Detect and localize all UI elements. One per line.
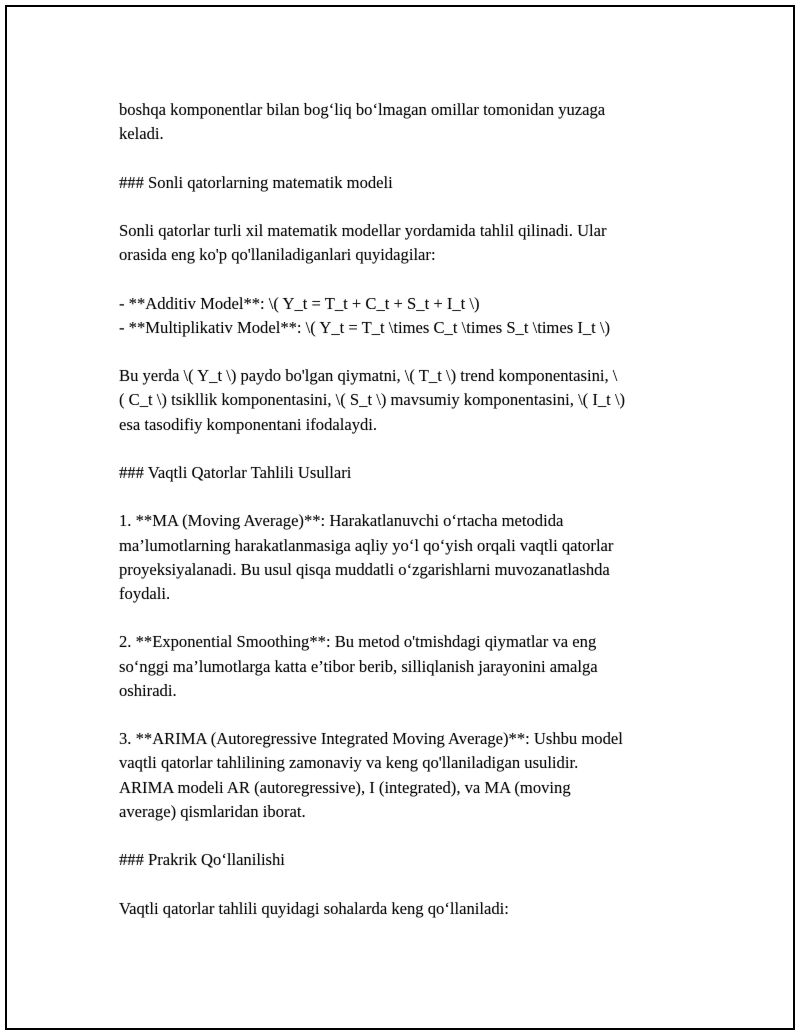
text-line: ( C_t \) tsikllik komponentasini, \( S_t \) mavsumiy komponentasini, \( I_t \) xyxy=(119,390,626,410)
text-line: proyeksiyalanadi. Bu usul qisqa muddatli o‘zgarishlarni muvozanatlashda xyxy=(119,559,610,579)
text-line: orasida eng ko'p qo'llaniladiganlari quyidagilar: xyxy=(119,245,436,265)
paragraph-continuation xyxy=(119,98,694,146)
method-arima xyxy=(119,727,694,824)
text-line: Sonli qatorlar turli xil matematik modellar yordamida tahlil qilinadi. Ular xyxy=(119,220,607,240)
document-body xyxy=(119,98,694,945)
document-page xyxy=(5,5,795,1030)
text-line: oshiradi. xyxy=(119,680,177,700)
text-line: average) qismlaridan iborat. xyxy=(119,801,306,821)
paragraph-component-explanation xyxy=(119,364,694,437)
text-line: boshqa komponentlar bilan bog‘liq bo‘lmagan omillar tomonidan yuzaga xyxy=(119,100,606,119)
text-line: vaqtli qatorlar tahlilining zamonaviy va keng qo'llaniladigan usulidir. xyxy=(119,753,579,773)
text-line: Vaqtli qatorlar tahlili quyidagi sohalarda keng qo‘llaniladi: xyxy=(119,898,509,918)
heading-analysis-methods xyxy=(119,461,694,485)
text-line: Bu yerda \( Y_t \) paydo bo'lgan qiymatni, \( T_t \) trend komponentasini, \ xyxy=(119,366,618,386)
text-line: ARIMA modeli AR (autoregressive), I (integrated), va MA (moving xyxy=(119,777,571,797)
text-line: 3. **ARIMA (Autoregressive Integrated Moving Average)**: Ushbu model xyxy=(119,729,623,749)
method-moving-average xyxy=(119,509,694,606)
heading-practical-application xyxy=(119,848,694,872)
paragraph-models-intro xyxy=(119,219,694,267)
method-exponential-smoothing xyxy=(119,630,694,703)
paragraph-application-intro xyxy=(119,897,694,921)
list-item-multiplicative-model: - **Multiplikativ Model**: \( Y_t = T_t \times C_t \times S_t \times I_t \) xyxy=(119,317,611,337)
text-line: ### Prakrik Qo‘llanilishi xyxy=(119,850,285,870)
text-line: 1. **MA (Moving Average)**: Harakatlanuvchi o‘rtacha metodida xyxy=(119,511,564,531)
text-line: ### Sonli qatorlarning matematik modeli xyxy=(119,172,393,192)
text-line: 2. **Exponential Smoothing**: Bu metod o'tmishdagi qiymatlar va eng xyxy=(119,632,597,652)
text-line: ma’lumotlarning harakatlanmasiga aqliy yo‘l qo‘yish orqali vaqtli qatorlar xyxy=(119,535,614,555)
text-line: ### Vaqtli Qatorlar Tahlili Usullari xyxy=(119,462,352,482)
text-line: foydali. xyxy=(119,583,171,603)
text-line: esa tasodifiy komponentani ifodalaydi. xyxy=(119,414,378,434)
text-line: keladi. xyxy=(119,124,164,144)
model-list xyxy=(119,292,694,340)
heading-mathematical-model xyxy=(119,171,694,195)
text-line: so‘nggi ma’lumotlarga katta e’tibor berib, silliqlanish jarayonini amalga xyxy=(119,656,598,676)
list-item-additive-model: - **Additiv Model**: \( Y_t = T_t + C_t + S_t + I_t \) xyxy=(119,293,480,313)
